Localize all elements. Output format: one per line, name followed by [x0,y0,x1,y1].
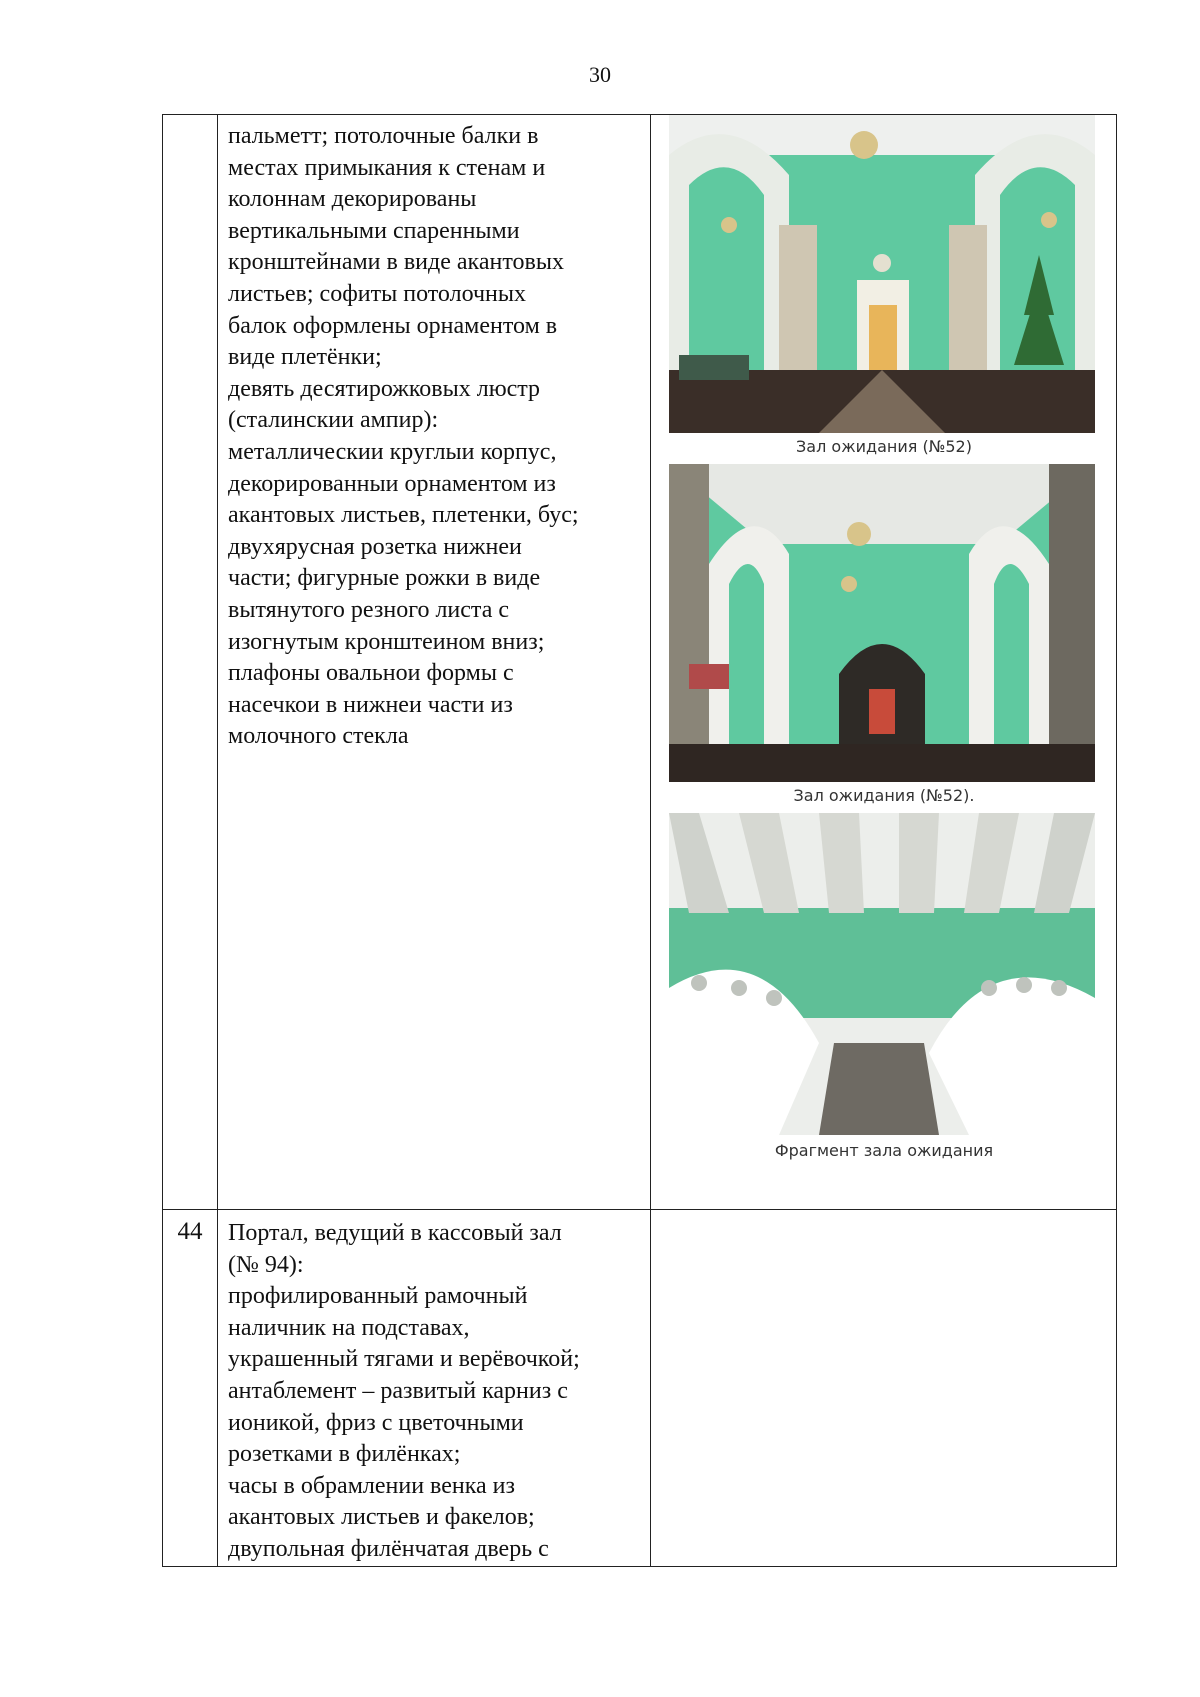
description-text: пальметт; потолочные балки в местах примыкания к стенам и колоннам декорированы вертикальными спаренными кронштейнами в виде акантовых листьев; софиты потолочных балок оформлены орнаментом в виде плетёнки; девять десятирожковых люстр (сталинскии ампир): металлическии круглыи корпус, декорированныи орнаментом из акантовых листьев, плетенки, бус; двухярусная розетка нижнеи части; фигурные рожки в виде вытянутого резного листа с изогнутым кронштеином вниз; плафоны овальнои формы с насечкои в нижнеи части из молочного стекла [228,123,579,750]
page-number: 30 [589,62,611,87]
ceiling-fragment-photo [669,813,1095,1135]
waiting-hall-arches-photo [669,464,1095,782]
row-number-cell [163,115,218,1210]
photo-caption: Фрагмент зала ожидания [774,1141,994,1160]
photos-cell-empty [651,1210,1117,1567]
description-text: Портал, ведущий в кассовый зал (№ 94): профилированный рамочный наличник на подставах, украшенный тягами и верёвочкой; антаблемент – развитый карниз с ионикой, фриз с цветочными розетками в филёнках; часы в обрамлении венка из акантовых листьев и факелов; двупольная филёнчатая дверь с [228,1220,580,1562]
row-number-cell: 44 [163,1210,218,1567]
description-cell [218,1210,651,1567]
table-row [163,1210,1117,1567]
table-row [163,115,1117,1210]
waiting-hall-photo [669,115,1095,433]
photo-caption: Зал ожидания (№52). [793,786,975,805]
description-cell [218,115,651,1210]
objects-table [162,114,1117,1567]
photos-cell [651,115,1117,1210]
photo-caption: Зал ожидания (№52) [796,437,972,456]
